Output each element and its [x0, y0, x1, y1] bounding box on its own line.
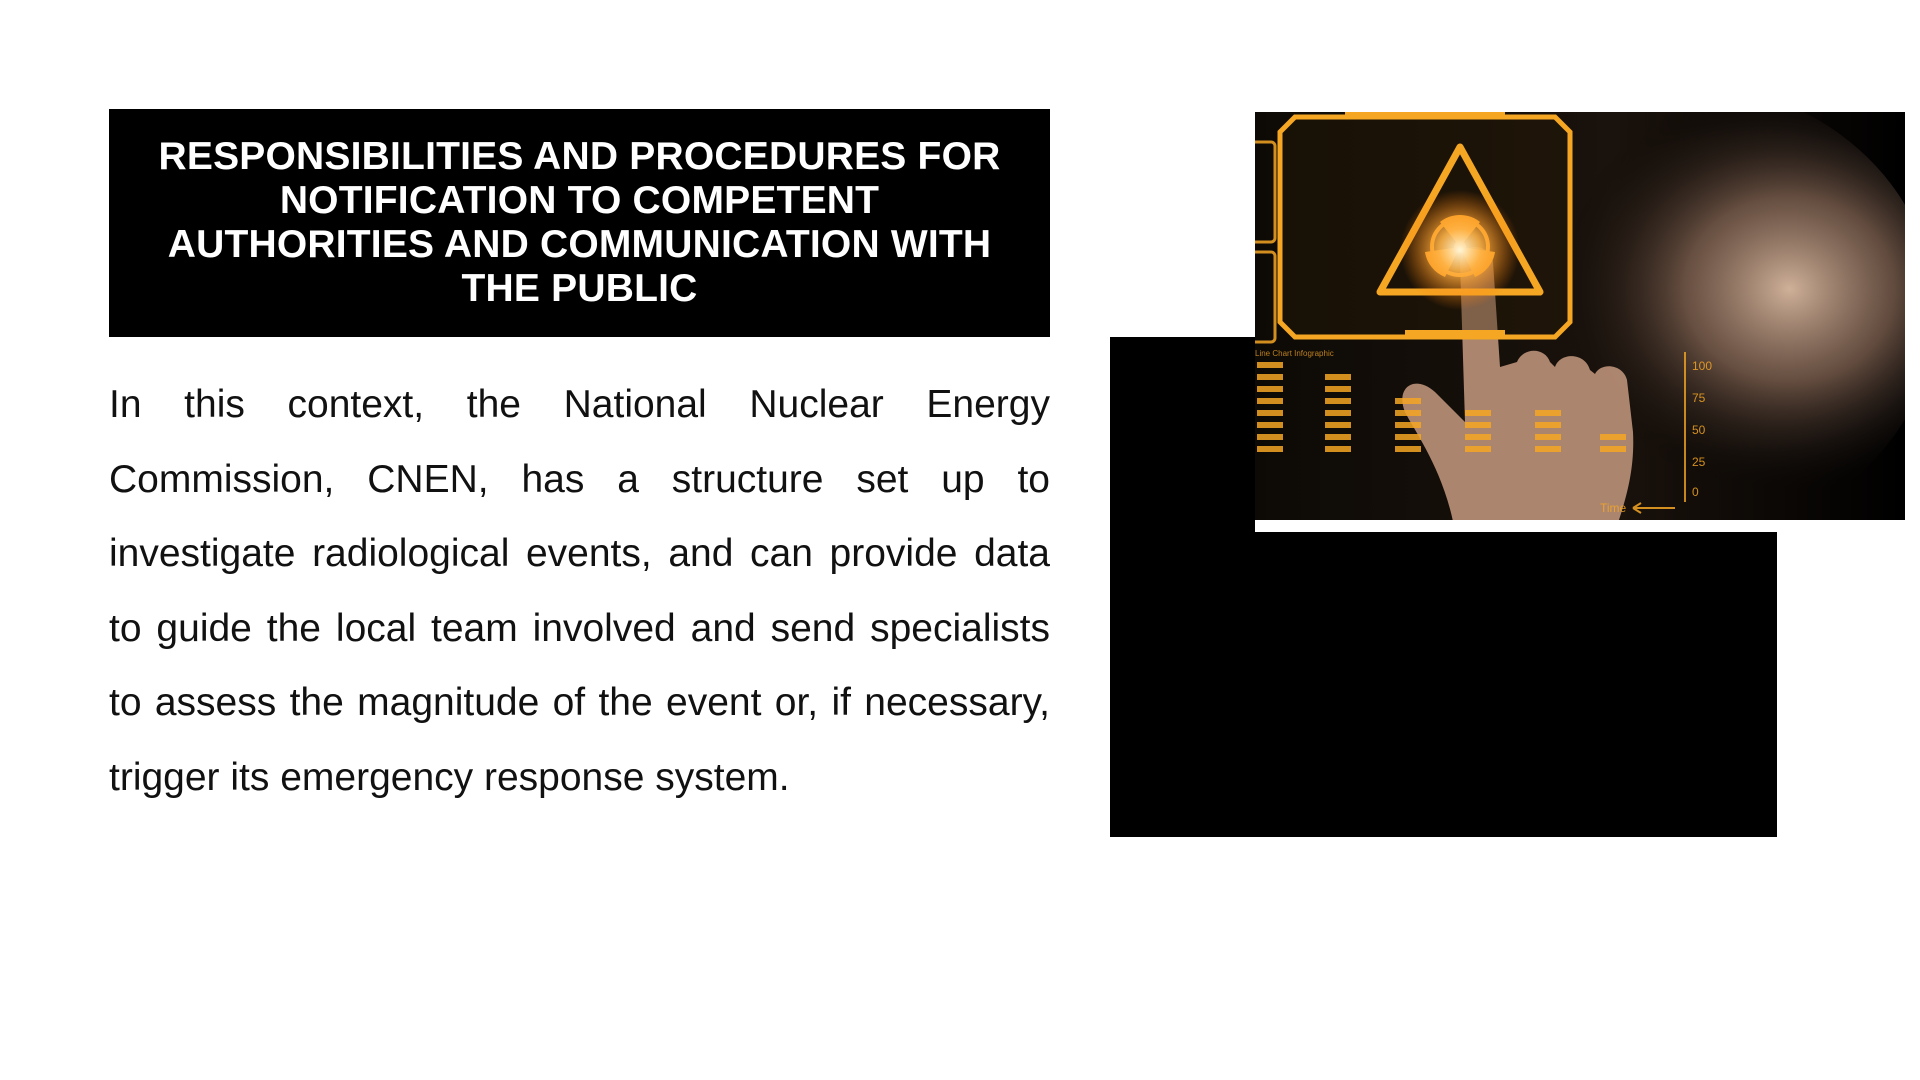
hologram-illustration [1255, 112, 1905, 520]
slide-title: RESPONSIBILITIES AND PROCEDURES FOR NOTIFICATION TO COMPETENT AUTHORITIES AND COMMUNICATION WITH THE PUBLIC [158, 135, 1001, 310]
title-banner [109, 109, 1050, 337]
axis-label: Time [1600, 501, 1627, 515]
axis-tick: 0 [1692, 485, 1699, 499]
hologram-photo [1255, 112, 1905, 520]
axis-tick: 25 [1692, 455, 1706, 469]
body-paragraph: In this context, the National Nuclear Energy Commission, CNEN, has a structure set up to investigate radiological events, and can provide data to guide the local team involved and send specialists to assess the magnitude of the event or, if necessary, trigger its emergency response system. [109, 383, 1050, 799]
axis-tick: 75 [1692, 391, 1706, 405]
axis-tick: 100 [1692, 359, 1713, 373]
divider-strip [1255, 520, 1920, 532]
chart-caption: Line Chart Infographic [1255, 349, 1334, 358]
axis-tick: 50 [1692, 423, 1706, 437]
finger-glow [1400, 190, 1520, 310]
